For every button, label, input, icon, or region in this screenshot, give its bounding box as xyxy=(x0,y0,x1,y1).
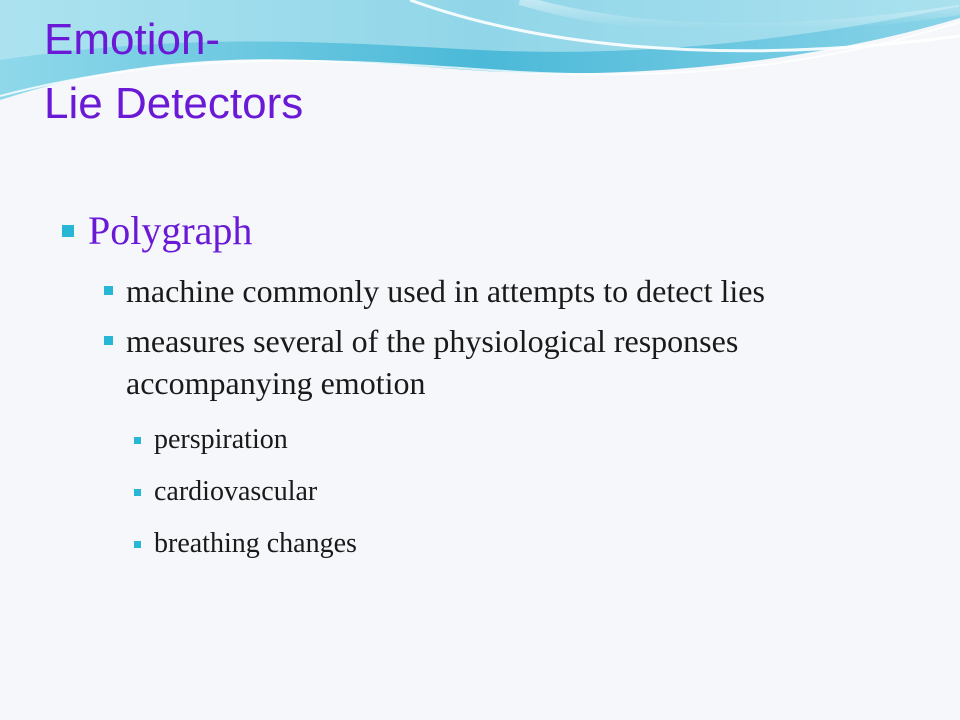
list-item-text: Polygraph xyxy=(88,208,253,253)
list-item-level2 xyxy=(104,320,920,404)
list-item-level3 xyxy=(130,526,920,562)
slide-title xyxy=(44,8,303,136)
title-line-2: Lie Detectors xyxy=(44,79,304,128)
bullet-list xyxy=(60,206,920,578)
list-item-text: measures several of the physiological responses accompanying emotion xyxy=(126,323,739,401)
square-bullet-icon xyxy=(104,286,113,295)
list-item-level2 xyxy=(104,270,920,312)
list-item-level3 xyxy=(130,422,920,458)
square-bullet-icon xyxy=(134,437,141,444)
list-item-text: machine commonly used in attempts to detect lies xyxy=(126,273,765,309)
square-bullet-icon xyxy=(62,225,74,237)
list-item-text: cardiovascular xyxy=(154,476,318,507)
square-bullet-icon xyxy=(134,489,141,496)
square-bullet-icon xyxy=(134,541,141,548)
list-item-level3 xyxy=(130,474,920,510)
list-item-text: breathing changes xyxy=(154,528,357,559)
title-line-1: Emotion- xyxy=(44,15,221,64)
list-item-level1 xyxy=(60,206,920,256)
list-item-text: perspiration xyxy=(154,424,288,455)
square-bullet-icon xyxy=(104,336,113,345)
